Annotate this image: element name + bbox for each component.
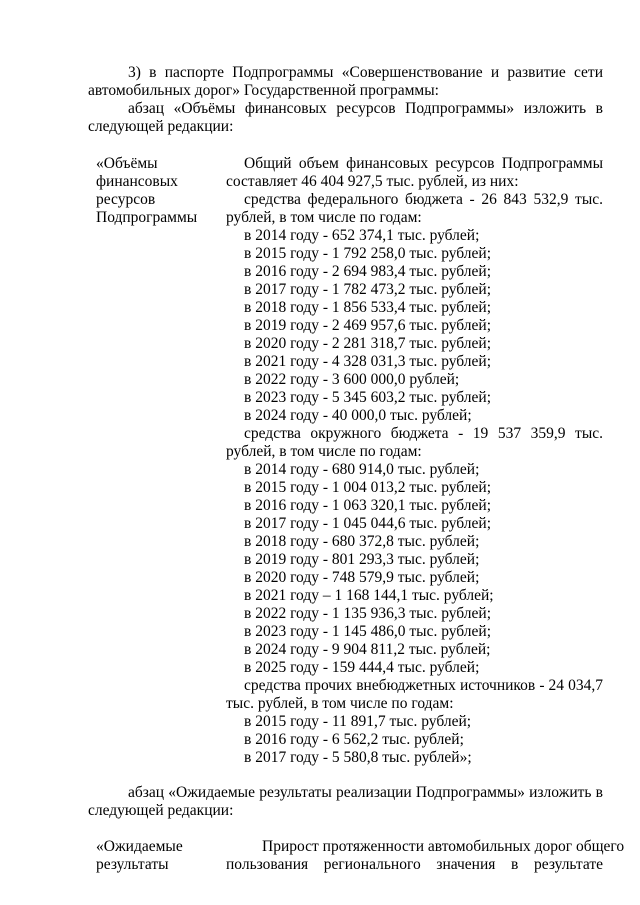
district-year-2018: в 2018 году - 680 372,8 тыс. рублей; [244, 533, 480, 550]
item-3-line-1: 3) в паспорте Подпрограммы «Совершенствование и развитие сети [128, 64, 603, 81]
federal-year-2023: в 2023 году - 5 345 603,2 тыс. рублей; [244, 389, 492, 406]
federal-year-2024: в 2024 году - 40 000,0 тыс. рублей; [244, 407, 472, 424]
federal-year-2015: в 2015 году - 1 792 258,0 тыс. рублей; [244, 245, 492, 262]
federal-year-2019: в 2019 году - 2 469 957,6 тыс. рублей; [244, 317, 492, 334]
district-year-2021: в 2021 году – 1 168 144,1 тыс. рублей; [244, 587, 494, 604]
district-year-2017: в 2017 году - 1 045 044,6 тыс. рублей; [244, 515, 492, 532]
other-year-2017: в 2017 году - 5 580,8 тыс. рублей»; [244, 749, 472, 766]
federal-year-2021: в 2021 году - 4 328 031,3 тыс. рублей; [244, 353, 492, 370]
district-year-2022: в 2022 году - 1 135 936,3 тыс. рублей; [244, 605, 492, 622]
finance-label-line-4: Подпрограммы [96, 209, 198, 226]
district-line-1: средства окружного бюджета - 19 537 359,9 тыс. [244, 425, 603, 442]
finance-label-line-2: финансовых [96, 173, 178, 190]
total-line-1: Общий объем финансовых ресурсов Подпрограммы [244, 155, 603, 172]
district-year-2025: в 2025 году - 159 444,4 тыс. рублей; [244, 659, 480, 676]
federal-line-2: рублей, в том числе по годам: [226, 209, 422, 226]
results-label-line-1: «Ожидаемые [96, 838, 183, 855]
other-line-1: средства прочих внебюджетных источников - 24 034,7 [244, 677, 603, 694]
federal-year-2022: в 2022 году - 3 600 000,0 рублей; [244, 371, 460, 388]
federal-line-1: средства федерального бюджета - 26 843 532,9 тыс. [244, 191, 603, 208]
district-year-2016: в 2016 году - 1 063 320,1 тыс. рублей; [244, 497, 492, 514]
paragraph-finance-line-2: следующей редакции: [88, 118, 234, 135]
other-year-2016: в 2016 году - 6 562,2 тыс. рублей; [244, 731, 464, 748]
results-text-line-1: Прирост протяженности автомобильных дорог общего [262, 838, 625, 855]
district-year-2014: в 2014 году - 680 914,0 тыс. рублей; [244, 461, 480, 478]
results-text-line-2: пользования регионального значения в результате [226, 856, 603, 873]
paragraph-finance-line-1: абзац «Объёмы финансовых ресурсов Подпрограммы» изложить в [128, 100, 603, 117]
district-year-2020: в 2020 году - 748 579,9 тыс. рублей; [244, 569, 480, 586]
paragraph-results-line-2: следующей редакции: [88, 802, 234, 819]
paragraph-results-line-1: абзац «Ожидаемые результаты реализации Подпрограммы» изложить в [128, 784, 603, 801]
district-line-2: рублей, в том числе по годам: [226, 443, 422, 460]
federal-year-2020: в 2020 году - 2 281 318,7 тыс. рублей; [244, 335, 492, 352]
finance-label-line-3: ресурсов [96, 191, 156, 208]
item-3-line-2: автомобильных дорог» Государственной программы: [88, 82, 439, 99]
district-year-2015: в 2015 году - 1 004 013,2 тыс. рублей; [244, 479, 492, 496]
other-year-2015: в 2015 году - 11 891,7 тыс. рублей; [244, 713, 472, 730]
federal-year-2016: в 2016 году - 2 694 983,4 тыс. рублей; [244, 263, 492, 280]
results-label-line-2: результаты [96, 856, 169, 873]
district-year-2023: в 2023 году - 1 145 486,0 тыс. рублей; [244, 623, 492, 640]
district-year-2019: в 2019 году - 801 293,3 тыс. рублей; [244, 551, 480, 568]
federal-year-2018: в 2018 году - 1 856 533,4 тыс. рублей; [244, 299, 492, 316]
federal-year-2014: в 2014 году - 652 374,1 тыс. рублей; [244, 227, 480, 244]
district-year-2024: в 2024 году - 9 904 811,2 тыс. рублей; [244, 641, 491, 658]
finance-label-line-1: «Объёмы [96, 155, 158, 172]
total-line-2: составляет 46 404 927,5 тыс. рублей, из них: [226, 173, 519, 190]
other-line-2: тыс. рублей, в том числе по годам: [226, 695, 454, 712]
federal-year-2017: в 2017 году - 1 782 473,2 тыс. рублей; [244, 281, 492, 298]
